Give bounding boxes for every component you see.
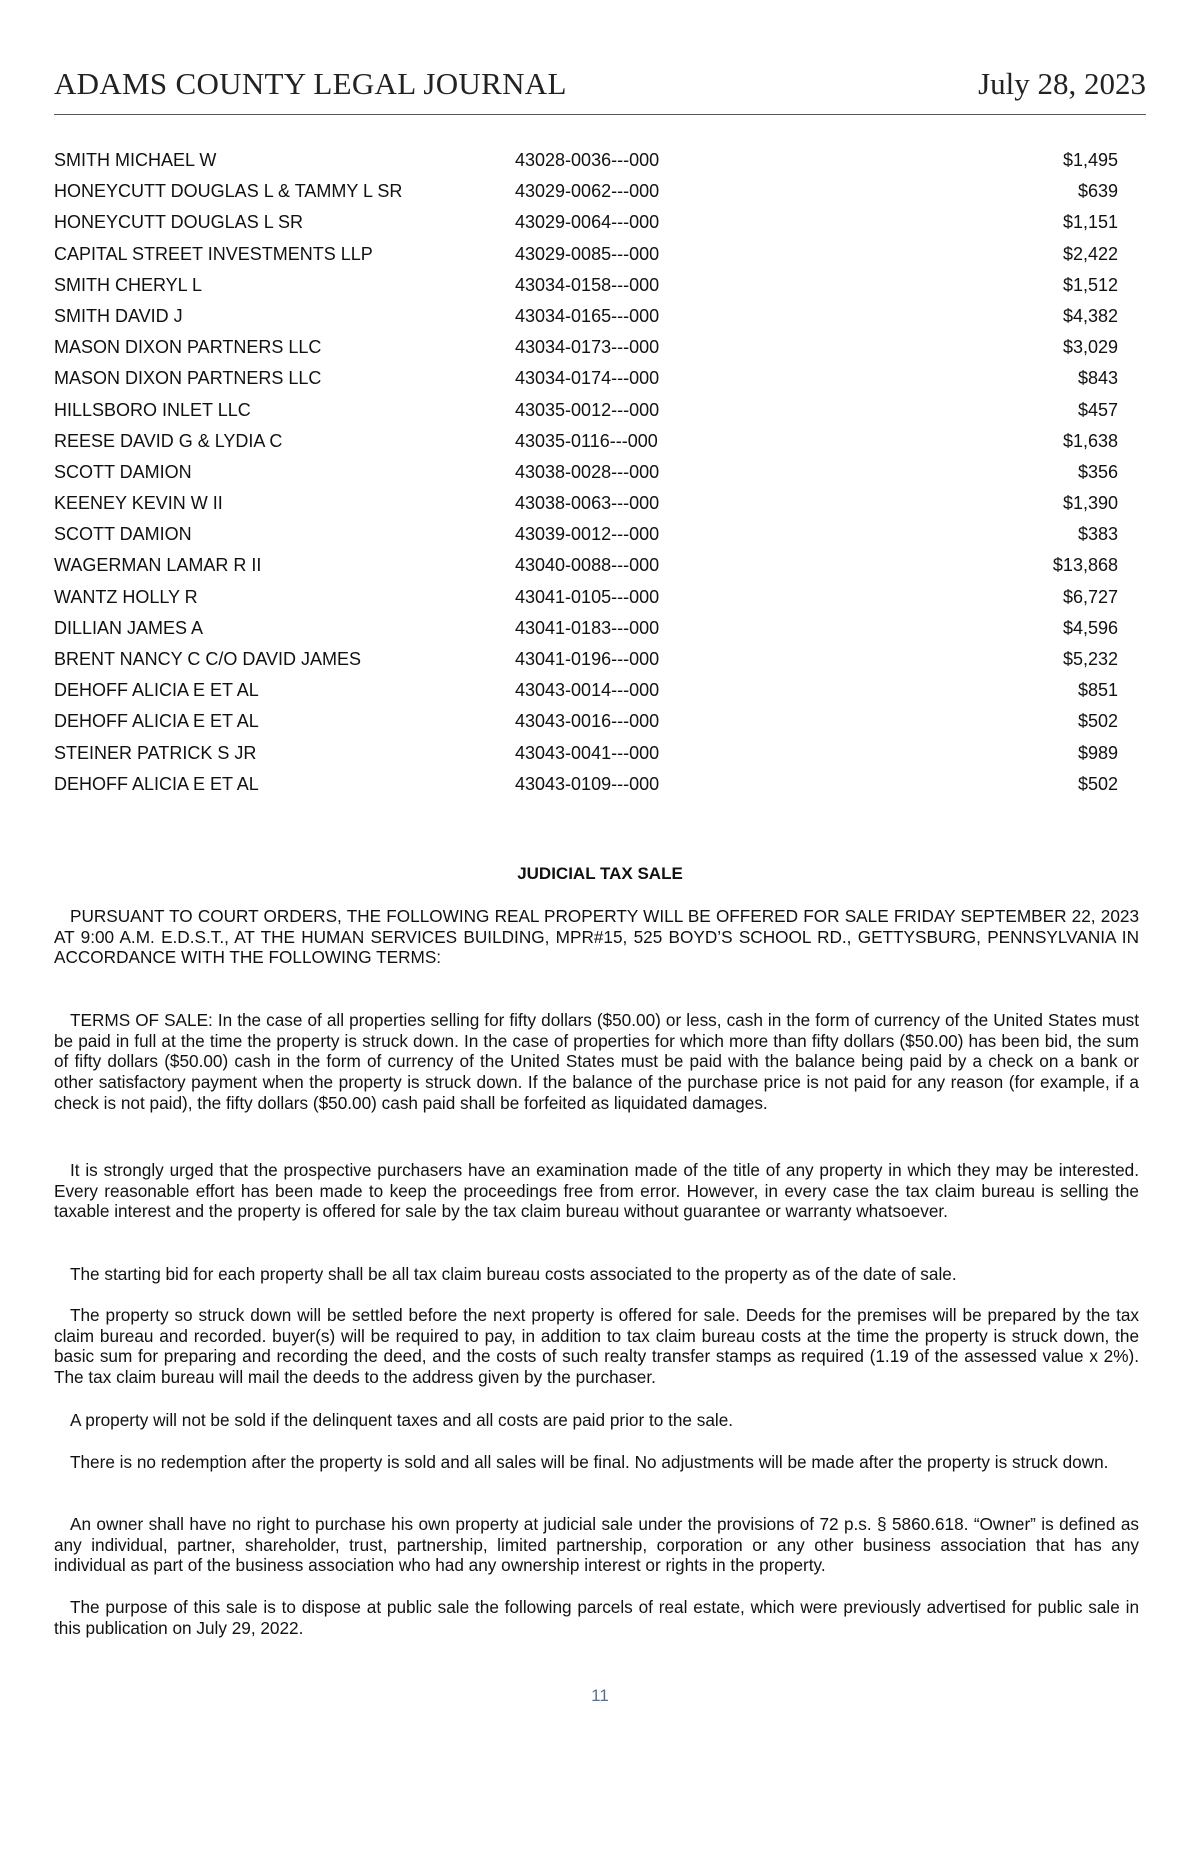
parcel-number: 43038-0028---000 [515, 461, 660, 482]
issue-date: July 28, 2023 [978, 66, 1146, 101]
parcel-row [54, 366, 1118, 397]
parcel-row [54, 647, 1118, 678]
amount-due: $1,495 [1062, 150, 1118, 170]
parcel-number: 43039-0012---000 [515, 524, 660, 545]
amount-due: $843 [1077, 368, 1118, 389]
owner-name: HILLSBORO INLET LLC [54, 399, 251, 420]
owner-name: MASON DIXON PARTNERS LLC [54, 337, 322, 358]
parcel-number: 43034-0174---000 [515, 368, 660, 389]
amount-due: $4,596 [1062, 617, 1118, 638]
parcel-row [54, 772, 1118, 803]
parcel-number: 43029-0064---000 [515, 212, 660, 233]
parcel-row [54, 148, 1118, 179]
owner-name: KEENEY KEVIN W II [54, 493, 223, 514]
section-heading: JUDICIAL TAX SALE [517, 864, 683, 883]
amount-due: $1,151 [1062, 212, 1118, 233]
parcel-row [54, 210, 1118, 241]
parcel-row [54, 491, 1118, 522]
owner-name: SMITH MICHAEL W [54, 150, 217, 170]
parcel-number: 43035-0012---000 [515, 399, 660, 420]
owner-name: WAGERMAN LAMAR R II [54, 555, 262, 576]
parcel-number: 43029-0062---000 [515, 181, 660, 202]
owner-name: HONEYCUTT DOUGLAS L & TAMMY L SR [54, 181, 403, 202]
parcel-number: 43041-0105---000 [515, 586, 660, 607]
parcel-number: 43043-0016---000 [515, 711, 660, 732]
owner-name: CAPITAL STREET INVESTMENTS LLP [54, 243, 373, 264]
parcel-row [54, 398, 1118, 429]
owner-name: DEHOFF ALICIA E ET AL [54, 773, 259, 794]
parcel-list [54, 148, 1118, 803]
parcel-row [54, 304, 1118, 335]
amount-due: $502 [1077, 773, 1118, 794]
journal-title: ADAMS COUNTY LEGAL JOURNAL [54, 66, 567, 101]
parcel-number: 43035-0116---000 [515, 430, 658, 451]
parcel-number: 43043-0041---000 [515, 742, 660, 763]
owner-name: DEHOFF ALICIA E ET AL [54, 680, 259, 701]
amount-due: $989 [1077, 742, 1118, 763]
amount-due: $639 [1077, 181, 1118, 202]
notice-paragraph: An owner shall have no right to purchase his own property at judicial sale under the provisions of 72 p.s. § 5860.618. “Owner” is defined as any individual, partner, shareholder, trust, partnership, limited partnership, corporation or any other business association that has any individual as part of the business association who had any ownership interest or rights in the property. [54, 1514, 1139, 1576]
amount-due: $457 [1077, 399, 1118, 420]
parcel-row [54, 585, 1118, 616]
page-header [54, 62, 1146, 115]
amount-due: $6,727 [1062, 586, 1118, 607]
parcel-number: 43041-0183---000 [515, 617, 660, 638]
parcel-number: 43043-0014---000 [515, 680, 660, 701]
parcel-row [54, 460, 1118, 491]
amount-due: $1,390 [1062, 493, 1118, 514]
amount-due: $851 [1077, 680, 1118, 701]
parcel-row [54, 741, 1118, 772]
owner-name: REESE DAVID G & LYDIA C [54, 430, 283, 451]
parcel-number: 43029-0085---000 [515, 243, 660, 264]
parcel-number: 43034-0173---000 [515, 337, 660, 358]
parcel-number: 43040-0088---000 [515, 555, 660, 576]
owner-name: MASON DIXON PARTNERS LLC [54, 368, 322, 389]
owner-name: SMITH CHERYL L [54, 274, 203, 295]
parcel-number: 43034-0158---000 [515, 274, 660, 295]
owner-name: DEHOFF ALICIA E ET AL [54, 711, 259, 732]
amount-due: $1,638 [1062, 430, 1118, 451]
parcel-row [54, 678, 1118, 709]
notice-paragraph: It is strongly urged that the prospective purchasers have an examination made of the title of any property in which they may be interested. Every reasonable effort has been made to keep the proceedings free from error. However, in every case the tax claim bureau is selling the taxable interest and the property is offered for sale by the tax claim bureau without guarantee or warranty whatsoever. [54, 1160, 1139, 1222]
owner-name: HONEYCUTT DOUGLAS L SR [54, 212, 304, 233]
amount-due: $3,029 [1062, 337, 1118, 358]
amount-due: $2,422 [1062, 243, 1118, 264]
amount-due: $356 [1077, 461, 1118, 482]
owner-name: DILLIAN JAMES A [54, 617, 204, 638]
notice-paragraph: There is no redemption after the property is sold and all sales will be final. No adjustments will be made after the property is struck down. [70, 1452, 1109, 1472]
parcel-row [54, 429, 1118, 460]
owner-name: BRENT NANCY C C/O DAVID JAMES [54, 649, 362, 669]
parcel-number: 43028-0036---000 [515, 150, 660, 170]
owner-name: SCOTT DAMION [54, 461, 192, 482]
notice-paragraph: TERMS OF SALE: In the case of all properties selling for fifty dollars ($50.00) or less, cash in the form of currency of the United States must be paid in full at the time the property is struck down. In the case of properties for which more than fifty dollars ($50.00) has been bid, the sum of fifty dollars ($50.00) cash in the form of currency of the United States must be paid with the balance being paid by a check on a bank or other satisfactory payment when the property is struck down. If the balance of the purchase price is not paid for any reason (for example, if a check is not paid), the fifty dollars ($50.00) cash paid shall be forfeited as liquidated damages. [54, 1010, 1139, 1113]
notice-paragraph: The starting bid for each property shall be all tax claim bureau costs associated to the property as of the date of sale. [70, 1264, 957, 1284]
parcel-number: 43034-0165---000 [515, 305, 660, 326]
notice-paragraph: PURSUANT TO COURT ORDERS, THE FOLLOWING REAL PROPERTY WILL BE OFFERED FOR SALE FRIDAY SEPTEMBER 22, 2023 AT 9:00 A.M. E.D.S.T., AT THE HUMAN SERVICES BUILDING, MPR#15, 525 BOYD’S SCHOOL RD., GETTYSBURG, PENNSYLVANIA IN ACCORDANCE WITH THE FOLLOWING TERMS: [54, 906, 1139, 968]
parcel-number: 43041-0196---000 [515, 649, 660, 669]
amount-due: $1,512 [1062, 274, 1118, 295]
parcel-row [54, 709, 1118, 740]
owner-name: SMITH DAVID J [54, 305, 183, 326]
amount-due: $5,232 [1062, 649, 1118, 669]
amount-due: $502 [1077, 711, 1118, 732]
owner-name: SCOTT DAMION [54, 524, 192, 545]
owner-name: WANTZ HOLLY R [54, 586, 198, 607]
parcel-number: 43038-0063---000 [515, 493, 660, 514]
parcel-row [54, 179, 1118, 210]
parcel-number: 43043-0109---000 [515, 773, 660, 794]
parcel-row [54, 522, 1118, 553]
amount-due: $383 [1077, 524, 1118, 545]
parcel-row [54, 242, 1118, 273]
parcel-row [54, 616, 1118, 647]
notice-paragraph: The property so struck down will be settled before the next property is offered for sale. Deeds for the premises will be prepared by the tax claim bureau and recorded. buyer(s) will be required to pay, in addition to tax claim bureau costs at the time the property is struck down, the basic sum for preparing and recording the deed, and the costs of such realty transfer stamps as required (1.19 of the assessed value x 2%). The tax claim bureau will mail the deeds to the address given by the purchaser. [54, 1305, 1139, 1388]
parcel-row [54, 273, 1118, 304]
notice-paragraph: A property will not be sold if the delinquent taxes and all costs are paid prior to the sale. [70, 1410, 734, 1430]
page-number: 11 [591, 1686, 609, 1705]
parcel-row [54, 335, 1118, 366]
owner-name: STEINER PATRICK S JR [54, 742, 257, 763]
amount-due: $13,868 [1052, 555, 1118, 576]
amount-due: $4,382 [1062, 305, 1118, 326]
notice-paragraph: The purpose of this sale is to dispose at public sale the following parcels of real estate, which were previously advertised for public sale in this publication on July 29, 2022. [54, 1597, 1139, 1638]
parcel-row [54, 553, 1118, 584]
